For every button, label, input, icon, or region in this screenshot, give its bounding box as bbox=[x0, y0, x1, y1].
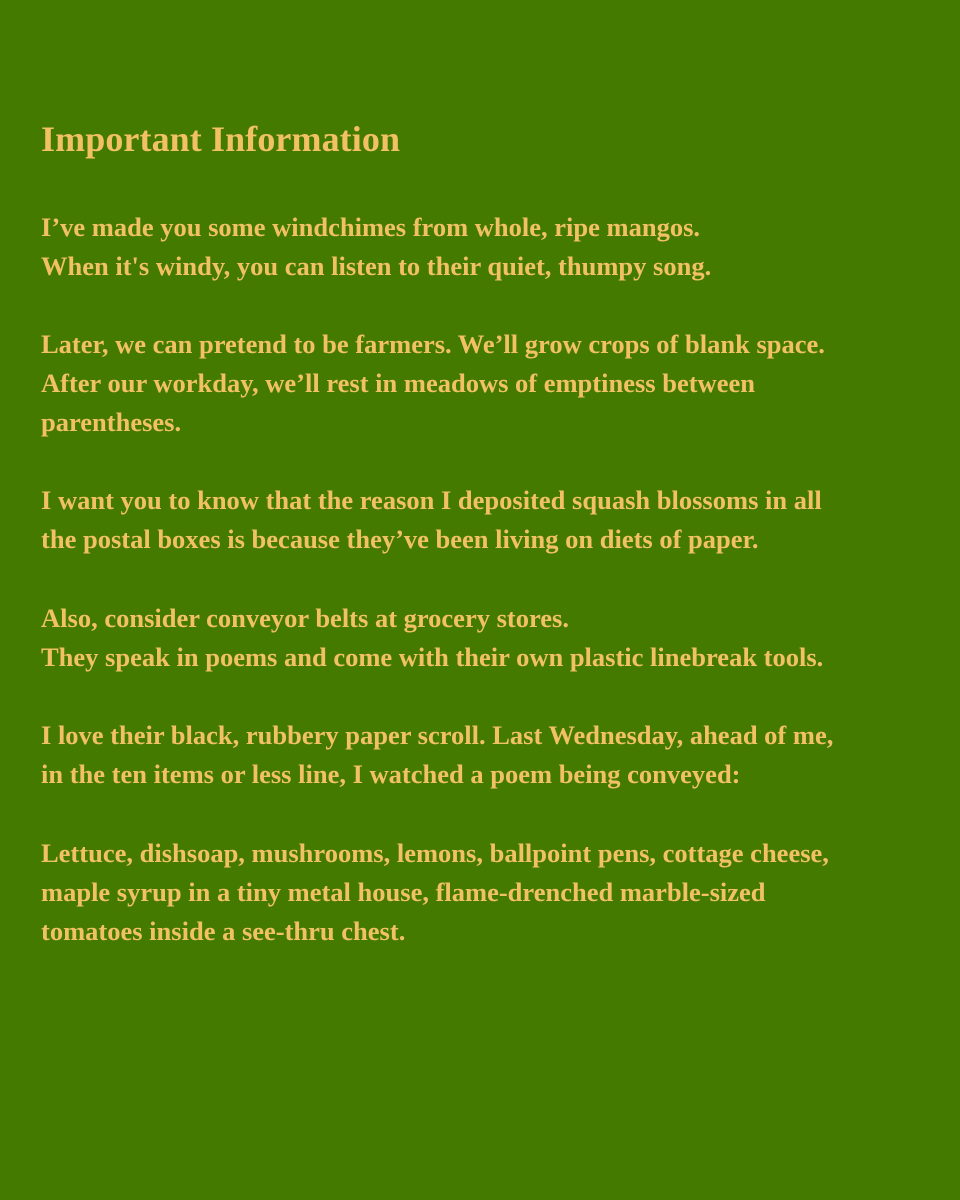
poem-line: They speak in poems and come with their own plastic linebreak tools. bbox=[41, 642, 824, 672]
poem-line: Lettuce, dishsoap, mushrooms, lemons, ballpoint pens, cottage cheese, bbox=[41, 838, 829, 868]
poem-line: Also, consider conveyor belts at grocery stores. bbox=[41, 603, 569, 633]
poem-line: After our workday, we’ll rest in meadows of emptiness between bbox=[41, 368, 755, 398]
stanza-6 bbox=[41, 834, 921, 951]
stanza-2 bbox=[41, 325, 921, 442]
poem-line: I love their black, rubbery paper scroll. Last Wednesday, ahead of me, bbox=[41, 720, 834, 750]
poem-line: the postal boxes is because they’ve been living on diets of paper. bbox=[41, 524, 759, 554]
poem-line: parentheses. bbox=[41, 407, 182, 437]
poem-line: Later, we can pretend to be farmers. We’ll grow crops of blank space. bbox=[41, 329, 825, 359]
page-title: Important Information bbox=[41, 119, 401, 159]
poem-line: When it's windy, you can listen to their quiet, thumpy song. bbox=[41, 251, 712, 281]
poem-line: tomatoes inside a see-thru chest. bbox=[41, 916, 406, 946]
stanza-5 bbox=[41, 716, 921, 794]
stanza-4 bbox=[41, 599, 921, 677]
stanza-3 bbox=[41, 481, 921, 559]
poem-line: maple syrup in a tiny metal house, flame-drenched marble-sized bbox=[41, 877, 766, 907]
poem-line: I want you to know that the reason I deposited squash blossoms in all bbox=[41, 485, 822, 515]
poem-line: in the ten items or less line, I watched a poem being conveyed: bbox=[41, 759, 741, 789]
stanza-1 bbox=[41, 208, 921, 286]
poem-line: I’ve made you some windchimes from whole, ripe mangos. bbox=[41, 212, 701, 242]
